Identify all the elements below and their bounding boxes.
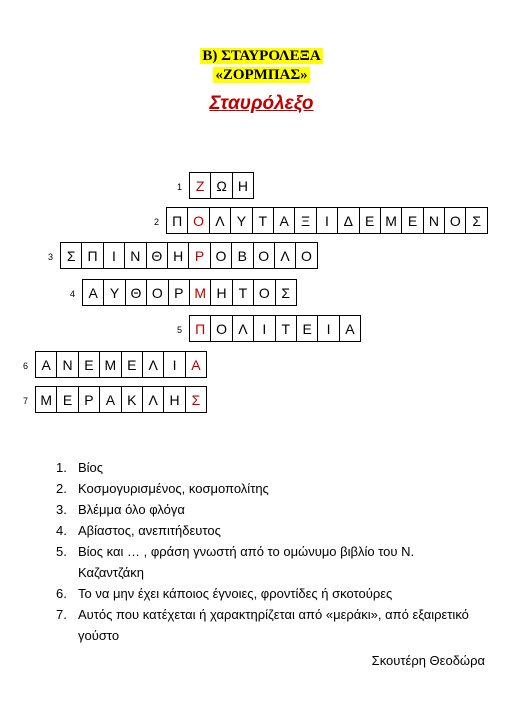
crossword-row-7 (35, 386, 206, 413)
crossword-cell: Ε (121, 351, 143, 378)
clue-item-1 (56, 457, 476, 478)
crossword-cell: Μ (99, 351, 121, 378)
crossword-cell: Η (167, 242, 189, 269)
crossword-cell: Ο (187, 207, 209, 234)
crossword-cell: Τ (252, 207, 274, 234)
clue-text: Αυτός που κατέχεται ή χαρακτηρίζεται από «μεράκι», από εξαιρετικό γούστο (78, 607, 469, 643)
crossword-cell: Λ (142, 386, 164, 413)
crossword-cell: Α (99, 386, 121, 413)
subtitle: Σταυρόλεξο (209, 93, 314, 114)
crossword-cell: Ν (423, 207, 445, 234)
crossword-cell: Π (189, 315, 211, 342)
crossword-cell: Ζ (189, 172, 211, 199)
row-number-2: 2 (154, 217, 160, 227)
crossword-cell: Ν (124, 242, 146, 269)
crossword-row-5 (189, 315, 360, 342)
clue-item-3 (56, 499, 476, 520)
crossword-cell: Τ (275, 315, 297, 342)
crossword-cell: Η (163, 386, 185, 413)
crossword-row-6 (35, 351, 206, 378)
crossword-cell: Σ (185, 386, 207, 413)
crossword-row-1 (189, 172, 253, 199)
crossword-cell: Ε (401, 207, 423, 234)
crossword-cell: Π (81, 242, 103, 269)
crossword-cell: Κ (121, 386, 143, 413)
crossword-cell: Ρ (188, 242, 210, 269)
crossword-cell: Α (273, 207, 295, 234)
author-name: Σκουτέρη Θεοδώρα (371, 653, 485, 668)
row-number-4: 4 (70, 289, 76, 299)
clue-item-2 (56, 478, 476, 499)
crossword-cell: Ξ (294, 207, 316, 234)
clue-text: Κοσμογυρισμένος, κοσμοπολίτης (78, 481, 269, 496)
crossword-cell: Ε (359, 207, 381, 234)
crossword-cell: Α (339, 315, 361, 342)
crossword-cell: Σ (465, 207, 487, 234)
crossword-row-4 (82, 279, 296, 306)
clue-item-4 (56, 520, 476, 541)
crossword-cell: Ι (316, 207, 338, 234)
clue-number: 4. (56, 523, 67, 538)
crossword-cell: Α (185, 351, 207, 378)
crossword-cell: Ν (56, 351, 78, 378)
crossword-cell: Β (231, 242, 253, 269)
clue-item-6 (56, 583, 476, 604)
clue-text: Αβίαστος, ανεπιτήδευτος (78, 523, 221, 538)
crossword-cell: Μ (189, 279, 211, 306)
crossword-cell: Ε (56, 386, 78, 413)
crossword-cell: Σ (60, 242, 82, 269)
crossword-cell: Ι (163, 351, 185, 378)
crossword-cell: Σ (275, 279, 297, 306)
clue-number: 1. (56, 460, 67, 475)
crossword-cell: Α (82, 279, 104, 306)
crossword-cell: Υ (103, 279, 125, 306)
crossword-cell: Λ (232, 315, 254, 342)
crossword-cell: Η (210, 279, 232, 306)
crossword-cell: Ο (210, 242, 232, 269)
clue-item-7 (56, 604, 476, 646)
clue-number: 7. (56, 607, 67, 622)
crossword-cell: Ο (253, 279, 275, 306)
crossword-cell: Ι (317, 315, 339, 342)
crossword-cell: Δ (337, 207, 359, 234)
clue-number: 5. (56, 544, 67, 559)
crossword-cell: Υ (230, 207, 252, 234)
crossword-cell: Ε (78, 351, 100, 378)
crossword-cell: Λ (209, 207, 231, 234)
crossword-cell: Λ (142, 351, 164, 378)
crossword-cell: Π (166, 207, 188, 234)
crossword-cell: Θ (146, 242, 168, 269)
crossword-cell: Ρ (168, 279, 190, 306)
crossword-cell: Μ (35, 386, 57, 413)
clue-item-5 (56, 541, 476, 583)
crossword-cell: Τ (232, 279, 254, 306)
clue-number: 2. (56, 481, 67, 496)
crossword-cell: Ο (444, 207, 466, 234)
title-line-2-text: «ΖΟΡΜΠΑΣ» (215, 67, 308, 83)
crossword-cell: Ε (296, 315, 318, 342)
title-line-1-text: Β) ΣΤΑΥΡΟΛΕΞΑ (202, 48, 321, 64)
crossword-cell: Ο (146, 279, 168, 306)
clue-text: Βίος (78, 460, 104, 475)
crossword-cell: Ι (253, 315, 275, 342)
crossword-cell: Ρ (78, 386, 100, 413)
row-number-5: 5 (177, 325, 183, 335)
crossword-cell: Ω (210, 172, 232, 199)
clue-list (56, 457, 476, 646)
crossword-cell: Ο (253, 242, 275, 269)
crossword-row-3 (60, 242, 317, 269)
crossword-cell: Μ (380, 207, 402, 234)
row-number-6: 6 (23, 361, 29, 371)
crossword-cell: Ο (295, 242, 317, 269)
crossword-cell: Η (232, 172, 254, 199)
clue-text: Βίος και … , φράση γνωστή από το ομώνυμο βιβλίο του Ν. Καζαντζάκη (78, 544, 415, 580)
clue-number: 3. (56, 502, 67, 517)
row-number-7: 7 (23, 396, 29, 406)
crossword-cell: Θ (125, 279, 147, 306)
clue-text: Το να μην έχει κάποιος έγνοιες, φροντίδες ή σκοτούρες (78, 586, 393, 601)
clue-text: Βλέμμα όλο φλόγα (78, 502, 185, 517)
crossword-cell: Λ (274, 242, 296, 269)
clue-number: 6. (56, 586, 67, 601)
row-number-3: 3 (48, 252, 54, 262)
crossword-cell: Ι (103, 242, 125, 269)
crossword-row-2 (166, 207, 487, 234)
crossword-cell: Ο (210, 315, 232, 342)
row-number-1: 1 (177, 182, 183, 192)
crossword-cell: Α (35, 351, 57, 378)
